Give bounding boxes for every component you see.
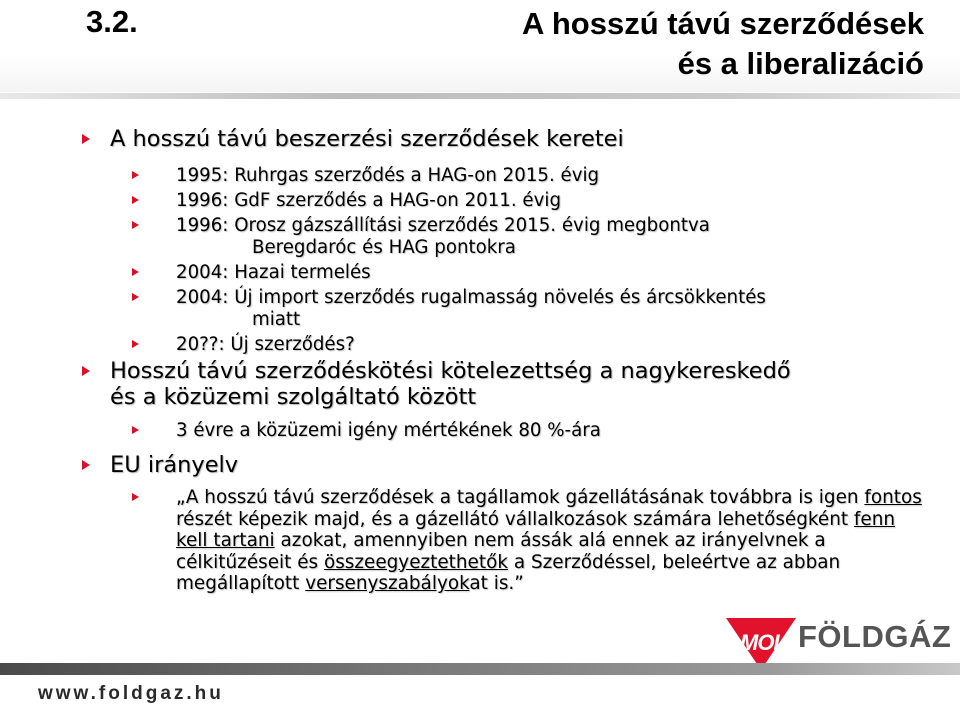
sub-bullet-new-import bbox=[0, 287, 960, 331]
bullet-text-line1: Hosszú távú szerződéskötési kötelezettség a nagykereskedő bbox=[110, 358, 791, 384]
sub-bullet-icon bbox=[132, 426, 139, 434]
section-number: 3.2. bbox=[86, 4, 138, 39]
slide-title-line2: és a liberalizáció bbox=[677, 46, 924, 81]
sub-bullet-domestic bbox=[0, 262, 960, 284]
sub-bullet-text-continued: Beregdaróc és HAG pontokra bbox=[252, 237, 516, 258]
bullet-icon bbox=[82, 460, 90, 470]
sub-bullet-text: 1996: Orosz gázszállítási szerződés 2015. évig megbontva bbox=[176, 215, 710, 236]
slide-content bbox=[0, 126, 960, 595]
quote-part-4: a Szerződéssel, beleértve az abban megállapított bbox=[176, 551, 841, 595]
quote-part-3: azokat, amennyiben nem ássák alá ennek az irányelvnek a célkitűzéseit és bbox=[176, 530, 826, 573]
sub-bullet-text: 2004: Hazai termelés bbox=[176, 262, 371, 283]
bullet-text: EU irányelv bbox=[110, 452, 239, 478]
bullet-obligation bbox=[0, 358, 960, 410]
sub-bullet-text: 2004: Új import szerződés rugalmasság növelés és árcsökkentés bbox=[176, 287, 766, 308]
sub-bullet-text-continued: miatt bbox=[252, 309, 301, 330]
sub-bullet-icon bbox=[132, 221, 139, 229]
sub-bullet-russian bbox=[0, 215, 960, 259]
footer-url: www.foldgaz.hu bbox=[38, 683, 224, 704]
sub-bullet-three-years bbox=[0, 420, 960, 442]
sub-bullet-icon bbox=[132, 340, 139, 348]
quote-part-5: at is.” bbox=[469, 573, 524, 595]
sub-bullet-ruhrgas bbox=[0, 165, 960, 187]
bullet-eu-directive bbox=[0, 452, 960, 478]
sub-bullet-text: 1996: GdF szerződés a HAG-on 2011. évig bbox=[176, 190, 561, 211]
sub-bullet-icon bbox=[132, 196, 139, 204]
quote-part-1: „A hosszú távú szerződések a tagállamok gázellátásának továbbra is igen bbox=[176, 487, 865, 508]
slide-title bbox=[522, 4, 924, 84]
bullet-icon bbox=[82, 366, 90, 376]
quote-underlined-versenyszabalyok: versenyszabályok bbox=[305, 573, 470, 595]
sub-bullet-icon bbox=[132, 268, 139, 276]
logo-text: FÖLDGÁZ bbox=[798, 619, 952, 654]
quote-underlined-fenn-kell-tartani: fenn kell tartani bbox=[176, 508, 896, 552]
slide-title-line1: A hosszú távú szerződések bbox=[522, 6, 924, 41]
quote-underlined-fontos: fontos bbox=[864, 487, 922, 508]
eu-directive-quote bbox=[0, 487, 960, 595]
quote-part-2: részét képezik majd, és a gázellátó vállalkozások számára lehetőségként bbox=[176, 508, 854, 530]
sub-bullet-new-contract bbox=[0, 334, 960, 356]
sub-bullet-text: 1995: Ruhrgas szerződés a HAG-on 2015. évig bbox=[176, 165, 600, 186]
bullet-icon bbox=[82, 134, 90, 144]
sub-bullet-gdf bbox=[0, 190, 960, 212]
sub-bullet-icon bbox=[132, 293, 139, 301]
quote-underlined-osszeegyeztethetok: összeegyeztethetők bbox=[323, 551, 508, 573]
footer-divider bbox=[0, 663, 960, 675]
bullet-text: A hosszú távú beszerzési szerződések keretei bbox=[110, 126, 624, 152]
slide-header bbox=[0, 0, 960, 92]
header-divider bbox=[0, 93, 960, 99]
sub-bullet-icon bbox=[132, 171, 139, 179]
sub-bullet-icon bbox=[132, 493, 139, 501]
sub-bullet-text: 20??: Új szerződés? bbox=[176, 334, 355, 355]
logo-name: MOL bbox=[740, 630, 786, 655]
bullet-text-line2: és a közüzemi szolgáltató között bbox=[110, 384, 477, 410]
bullet-contracts-frame bbox=[0, 126, 960, 152]
sub-bullet-text: 3 évre a közüzemi igény mértékének 80 %-ára bbox=[176, 420, 601, 441]
